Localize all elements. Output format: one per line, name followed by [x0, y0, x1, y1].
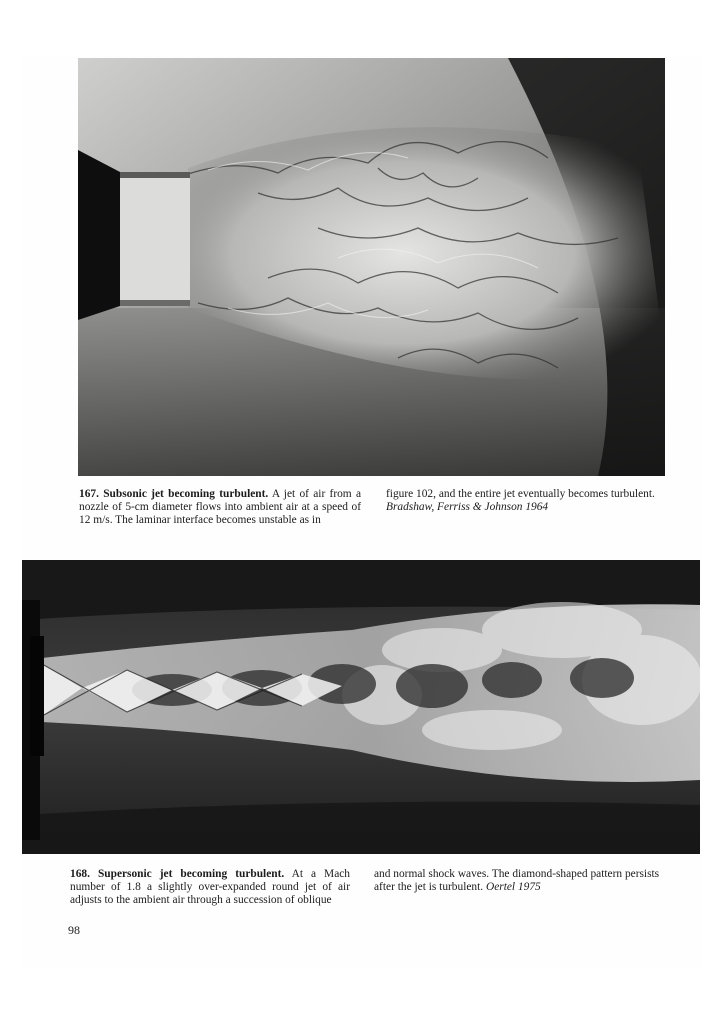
figure-168-text-right: and normal shock waves. The diamond-shaped pattern persists after the jet is turbulent.: [374, 868, 660, 894]
figure-168-number: 168.: [70, 868, 90, 880]
figure-168-text-left: At a Mach number of 1.8 a slightly over-expanded round jet of air adjusts to the ambient air through a succession of oblique: [70, 868, 350, 907]
figure-167-photo: [78, 58, 665, 476]
figure-168-photo: [22, 560, 700, 854]
figure-167-text-right: figure 102, and the entire jet eventually becomes turbulent.: [386, 488, 655, 500]
subsonic-jet-image: [78, 58, 665, 476]
figure-167-caption-left: [79, 488, 361, 528]
figure-167-title: Subsonic jet becoming turbulent.: [103, 488, 269, 500]
supersonic-jet-image: [22, 560, 700, 854]
figure-167-text-left: A jet of air from a nozzle of 5-cm diameter flows into ambient air at a speed of 12 m/s. The laminar interface becomes unstable as in: [79, 488, 361, 527]
figure-168-credit: Oertel 1975: [485, 881, 541, 894]
figure-168-title: Supersonic jet becoming turbulent.: [97, 868, 285, 880]
figure-167-caption-right: [386, 488, 672, 514]
page-number: 98: [68, 923, 80, 937]
figure-167-number: 167.: [79, 488, 99, 500]
figure-168-caption-right: [374, 868, 660, 894]
figure-168-caption-left: [70, 868, 350, 908]
figure-167-credit: Bradshaw, Ferriss & Johnson 1964: [386, 501, 549, 514]
